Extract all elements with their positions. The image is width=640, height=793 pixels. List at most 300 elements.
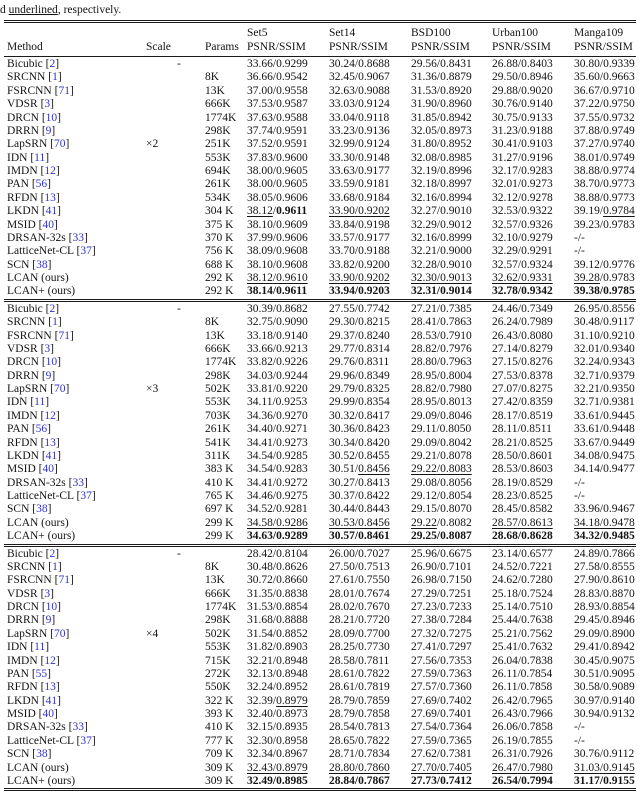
table-row — [4, 463, 636, 476]
scale-cell — [146, 125, 205, 138]
value-separator: / — [599, 383, 604, 395]
psnr-value: 29.77 — [329, 342, 355, 355]
ssim-value: 0.7730 — [358, 641, 390, 654]
citation-link[interactable]: 71 — [58, 574, 70, 587]
method-cell: DRCN [10] — [7, 356, 62, 369]
scale-cell — [146, 71, 205, 84]
ssim-value: 0.8443 — [358, 503, 390, 516]
ssim-value: 0.8456 — [358, 516, 390, 529]
psnr-value: 26.88 — [492, 58, 518, 70]
psnr-ssim-cell-set5 — [247, 655, 329, 668]
psnr-value: 34.08 — [574, 449, 600, 462]
citation-link[interactable]: 37 — [80, 490, 92, 502]
value-separator: / — [272, 436, 277, 449]
psnr-value: 38.10 — [247, 258, 273, 271]
ssim-value: 0.9445 — [603, 409, 635, 422]
ssim-value: 0.9010 — [440, 258, 472, 271]
value-separator: / — [354, 383, 359, 395]
psnr-ssim-cell-set5 — [247, 708, 329, 721]
citation-link[interactable]: 38 — [36, 258, 48, 271]
citation-link[interactable]: 41 — [45, 449, 58, 462]
method-name: VDSR — [7, 342, 38, 355]
value-separator: / — [436, 218, 441, 231]
psnr-ssim-cell-set14 — [329, 272, 411, 285]
psnr-ssim-cell-set14 — [329, 530, 411, 545]
psnr-ssim-cell-bsd100 — [411, 383, 492, 396]
psnr-value: 28.58 — [329, 654, 355, 667]
psnr-value: 32.62 — [492, 272, 518, 284]
value-separator: / — [436, 734, 441, 747]
ssim-value: 0.9605 — [276, 165, 308, 177]
psnr-ssim-cell-urban100 — [492, 588, 574, 601]
ssim-value: 0.8948 — [276, 654, 308, 667]
citation-link[interactable]: 11 — [34, 641, 46, 654]
value-separator: / — [436, 449, 441, 462]
value-separator: / — [517, 734, 522, 747]
psnr-value: 32.71 — [574, 369, 600, 382]
scale-cell — [146, 437, 205, 450]
value-separator: / — [272, 356, 277, 369]
psnr-ssim-cell-manga109 — [574, 748, 636, 761]
scale-cell — [146, 370, 205, 383]
value-separator: / — [599, 272, 604, 284]
psnr-ssim-cell-manga109 — [574, 681, 636, 694]
value-separator: / — [517, 218, 522, 231]
citation-link[interactable]: 56 — [35, 178, 48, 191]
ssim-value: 0.7670 — [358, 601, 390, 613]
citation-link[interactable]: 40 — [42, 218, 54, 231]
citation-link[interactable]: 33 — [72, 721, 85, 734]
psnr-value: 30.76 — [492, 98, 518, 111]
value-separator: / — [354, 84, 359, 97]
method-name: LCAN+ (ours) — [7, 285, 76, 298]
citation-link[interactable]: 11 — [34, 151, 46, 164]
ssim-value: 0.8946 — [603, 614, 635, 627]
method-cell — [4, 762, 146, 775]
value-separator: / — [354, 547, 359, 560]
params-cell — [205, 748, 247, 761]
ssim-value: 0.8888 — [276, 614, 308, 627]
value-separator: / — [599, 191, 604, 204]
citation-link[interactable]: 1 — [52, 316, 58, 329]
psnr-ssim-cell-bsd100 — [411, 708, 492, 721]
psnr-value: 27.23 — [411, 601, 437, 613]
value-separator: / — [354, 218, 359, 231]
value-separator: / — [436, 396, 441, 409]
ssim-value: 0.7513 — [358, 560, 390, 573]
value-separator: / — [436, 231, 441, 244]
value-separator: / — [436, 258, 441, 271]
psnr-value: 32.28 — [411, 258, 437, 271]
psnr-value: 38.00 — [247, 165, 273, 177]
citation-link[interactable]: 10 — [45, 356, 58, 369]
psnr-ssim-cell-urban100 — [492, 681, 574, 694]
value-separator: / — [436, 178, 441, 191]
psnr-value: 27.07 — [492, 383, 518, 395]
psnr-ssim-cell-set5 — [247, 57, 329, 72]
citation-link[interactable]: 41 — [45, 205, 58, 218]
citation-link[interactable]: 37 — [80, 245, 92, 258]
params-cell — [205, 178, 247, 191]
ssim-value: 0.9198 — [358, 218, 390, 231]
citation-link[interactable]: 9 — [45, 369, 52, 382]
scale-cell — [146, 463, 205, 476]
params-value: 298K — [205, 614, 231, 627]
value-separator: / — [517, 627, 522, 640]
ssim-value: 0.9606 — [276, 231, 308, 244]
psnr-ssim-cell-urban100 — [492, 574, 574, 587]
psnr-value: 28.61 — [329, 667, 355, 680]
citation-link[interactable]: 71 — [58, 84, 70, 97]
method-name: DRSAN-32s — [7, 721, 66, 734]
citation-link[interactable]: 40 — [42, 708, 54, 720]
params-value: 410 K — [205, 721, 234, 734]
citation-link[interactable]: 3 — [44, 342, 51, 355]
citation-link[interactable]: 2 — [49, 302, 56, 315]
psnr-value: 31.17 — [574, 774, 600, 787]
ssim-value: 0.7353 — [440, 654, 472, 667]
psnr-ssim-cell-urban100 — [492, 205, 574, 218]
value-separator: / — [517, 641, 522, 654]
scale-cell — [146, 588, 205, 601]
ssim-value: 0.9283 — [521, 165, 553, 177]
citation-link[interactable]: 3 — [44, 587, 51, 600]
value-separator: / — [517, 191, 522, 204]
method-cell: MSID [40] — [7, 218, 58, 231]
citation-link[interactable]: 41 — [45, 694, 58, 707]
value-separator: / — [599, 641, 604, 654]
value-separator: / — [517, 449, 522, 462]
psnr-value: 27.61 — [329, 574, 355, 587]
citation-link[interactable]: 33 — [72, 476, 85, 489]
table-row — [4, 735, 636, 748]
psnr-value: 28.11 — [492, 423, 518, 436]
value-separator: / — [436, 342, 441, 355]
value-separator: / — [272, 560, 277, 573]
psnr-ssim-cell-set5 — [247, 503, 329, 516]
ssim-value: 0.8870 — [603, 587, 635, 600]
psnr-ssim-cell-manga109 — [574, 192, 636, 205]
citation-link[interactable]: 40 — [42, 463, 54, 476]
psnr-ssim-cell-urban100 — [492, 641, 574, 654]
ssim-value: 0.9202 — [358, 205, 390, 218]
psnr-value: 28.01 — [329, 587, 355, 600]
value-separator: / — [272, 681, 277, 694]
psnr-value: 25.41 — [492, 641, 518, 654]
value-separator: / — [354, 329, 359, 342]
ssim-value: 0.8083 — [440, 463, 472, 476]
psnr-value: 27.21 — [411, 302, 437, 315]
value-separator: / — [436, 547, 441, 560]
params-value: 299 K — [205, 530, 234, 543]
psnr-value: 28.53 — [492, 463, 518, 476]
citation-link[interactable]: 13 — [44, 436, 56, 449]
psnr-value: 26.04 — [492, 654, 518, 667]
psnr-ssim-cell-manga109: -/- — [574, 245, 585, 258]
psnr-value: 33.67 — [574, 436, 600, 449]
ssim-value: 0.9591 — [276, 138, 308, 151]
scale-cell — [146, 762, 205, 775]
psnr-value: 30.75 — [492, 111, 518, 124]
psnr-value: 32.24 — [247, 681, 273, 694]
value-separator: / — [272, 396, 276, 409]
citation-link[interactable]: 12 — [44, 165, 56, 177]
psnr-ssim-cell-urban100 — [492, 477, 574, 490]
psnr-ssim-cell-set5 — [247, 178, 329, 191]
method-cell: LatticeNet-CL [37] — [7, 245, 96, 258]
citation-link[interactable]: 70 — [53, 138, 66, 151]
psnr-value: 36.67 — [574, 84, 600, 97]
method-name: LCAN (ours) — [7, 761, 69, 774]
citation-link[interactable]: 3 — [44, 98, 51, 111]
value-separator: / — [517, 58, 522, 70]
value-separator: / — [436, 530, 441, 543]
psnr-value: 32.43 — [247, 761, 273, 774]
value-separator: / — [436, 285, 441, 298]
params-value: 304 K — [205, 205, 234, 218]
value-separator: / — [517, 111, 522, 124]
psnr-value: 28.21 — [492, 436, 518, 449]
psnr-value: 32.19 — [411, 165, 437, 177]
psnr-value: 30.53 — [329, 516, 355, 529]
psnr-value: 26.24 — [492, 316, 518, 329]
value-separator: / — [599, 84, 604, 97]
psnr-ssim-cell-manga109: -/- — [574, 734, 585, 747]
psnr-value: 31.53 — [247, 601, 273, 613]
psnr-value: 27.62 — [411, 748, 437, 761]
ssim-value: 0.8354 — [358, 396, 390, 409]
psnr-value: 37.55 — [574, 111, 600, 124]
ssim-value: 0.8417 — [358, 409, 390, 422]
psnr-ssim-cell-bsd100 — [411, 192, 492, 205]
value-separator: / — [599, 342, 604, 355]
ssim-value: 0.7510 — [521, 601, 553, 613]
ssim-value: 0.9010 — [440, 205, 472, 218]
value-separator: / — [517, 98, 522, 111]
params-cell — [205, 192, 247, 205]
value-separator: / — [517, 396, 522, 409]
ssim-value: 0.8979 — [276, 761, 308, 774]
citation-link[interactable]: 38 — [36, 748, 48, 761]
citation-link[interactable]: 10 — [45, 601, 58, 613]
scale-label: ×3 — [146, 383, 159, 395]
col-header-manga109: Manga109 PSNR/SSIM — [574, 27, 633, 53]
citation-link[interactable]: 1 — [52, 560, 58, 573]
psnr-ssim-cell-bsd100 — [411, 477, 492, 490]
psnr-ssim-cell-bsd100 — [411, 561, 492, 574]
value-separator: / — [354, 601, 359, 613]
psnr-value: 29.96 — [329, 369, 355, 382]
psnr-ssim-cell-set14 — [329, 735, 411, 748]
citation-link[interactable]: 12 — [44, 654, 56, 667]
citation-link[interactable]: 10 — [45, 111, 58, 124]
value-separator: / — [517, 587, 522, 600]
method-cell: DRCN [10] — [7, 601, 62, 613]
psnr-ssim-cell-set5 — [247, 601, 329, 614]
value-separator: / — [436, 601, 441, 613]
psnr-ssim-cell-urban100 — [492, 192, 574, 205]
ssim-value: 0.9124 — [358, 138, 390, 151]
psnr-ssim-cell-bsd100 — [411, 370, 492, 383]
ssim-value: 0.9140 — [603, 694, 635, 707]
psnr-value: 31.80 — [411, 138, 437, 151]
ssim-value: 0.8626 — [276, 560, 308, 573]
method-name: LatticeNet-CL — [7, 245, 74, 258]
psnr-ssim-cell-set14 — [329, 383, 411, 396]
value-separator: / — [599, 71, 604, 84]
ssim-value: 0.9273 — [276, 436, 308, 449]
citation-link[interactable]: 13 — [44, 191, 56, 204]
psnr-ssim-cell-urban100 — [492, 721, 574, 734]
table-row — [4, 641, 636, 654]
psnr-value: 34.36 — [247, 409, 273, 422]
ssim-value: 0.9783 — [603, 272, 635, 284]
params-value: 703K — [205, 409, 231, 422]
citation-link[interactable]: 9 — [45, 614, 52, 627]
psnr-value: 30.80 — [574, 58, 600, 70]
psnr-value: 26.11 — [492, 681, 518, 694]
value-separator: / — [354, 165, 359, 177]
ssim-value: 0.9145 — [603, 761, 635, 774]
citation-link[interactable]: 2 — [49, 58, 56, 70]
citation-link[interactable]: 33 — [72, 231, 85, 244]
params-cell — [205, 775, 247, 790]
psnr-ssim-cell-set5 — [247, 721, 329, 734]
psnr-value: 28.80 — [411, 356, 437, 369]
scale-cell — [146, 490, 205, 503]
method-name: DRRN — [7, 124, 39, 137]
value-separator: / — [354, 503, 359, 516]
ssim-value: 0.7101 — [440, 560, 472, 573]
ssim-value: 0.9299 — [276, 58, 308, 70]
value-separator: / — [517, 342, 522, 355]
value-separator: / — [436, 191, 441, 204]
value-separator: / — [436, 245, 441, 258]
method-cell: SCN [38] — [7, 748, 52, 761]
params-cell — [205, 219, 247, 232]
ssim-value: 0.6675 — [440, 547, 472, 560]
citation-link[interactable]: 70 — [53, 627, 66, 640]
params-value: 251K — [205, 138, 231, 151]
ssim-value: 0.7910 — [440, 329, 472, 342]
psnr-value: 32.17 — [492, 165, 518, 177]
citation-link[interactable]: 38 — [36, 503, 48, 516]
psnr-value: 30.94 — [574, 708, 600, 720]
params-cell — [205, 588, 247, 601]
value-separator: / — [354, 111, 359, 124]
citation-link[interactable]: 55 — [35, 667, 48, 680]
table-row — [4, 245, 636, 258]
value-separator: / — [272, 748, 277, 761]
params-cell — [205, 259, 247, 272]
psnr-value: 33.90 — [329, 272, 355, 284]
psnr-ssim-cell-bsd100 — [411, 668, 492, 681]
citation-link[interactable]: 71 — [58, 329, 70, 342]
ssim-value: 0.9279 — [521, 231, 553, 244]
method-cell: LapSRN [70] — [7, 627, 70, 640]
psnr-value: 26.43 — [492, 329, 518, 342]
value-separator: / — [354, 245, 359, 258]
psnr-value: 33.66 — [247, 58, 273, 70]
value-separator: / — [436, 560, 441, 573]
table-row — [4, 721, 636, 734]
ssim-value: 0.7858 — [358, 708, 390, 720]
ssim-value: 0.8555 — [603, 560, 635, 573]
psnr-value: 30.48 — [247, 560, 273, 573]
params-value: 393 K — [205, 708, 234, 720]
psnr-ssim-cell-bsd100 — [411, 437, 492, 450]
value-separator: / — [599, 574, 604, 587]
psnr-ssim-cell-urban100 — [492, 490, 574, 503]
value-separator: / — [517, 258, 522, 271]
ssim-value: 0.9542 — [276, 71, 308, 84]
psnr-ssim-cell-manga109 — [574, 614, 636, 627]
scale-cell — [146, 545, 205, 561]
value-separator: / — [354, 721, 359, 734]
ssim-value: 0.9663 — [603, 71, 635, 84]
value-separator: / — [354, 587, 359, 600]
value-separator: / — [354, 396, 359, 409]
value-separator: / — [517, 654, 522, 667]
scale-cell — [146, 343, 205, 356]
params-cell — [205, 98, 247, 111]
ssim-value: 0.9340 — [603, 342, 635, 355]
citation-link[interactable]: 13 — [44, 681, 56, 694]
psnr-ssim-cell-manga109 — [574, 762, 636, 775]
ssim-value: 0.7720 — [358, 614, 390, 627]
citation-link[interactable]: 37 — [80, 734, 92, 747]
citation-link[interactable]: 1 — [52, 71, 58, 84]
psnr-value: 33.90 — [329, 205, 355, 218]
psnr-value: 29.88 — [492, 84, 518, 97]
citation-link[interactable]: 11 — [34, 396, 46, 409]
value-separator: / — [599, 165, 604, 177]
ssim-value: 0.7402 — [440, 694, 472, 707]
citation-link[interactable]: 56 — [35, 423, 48, 436]
psnr-value: 30.34 — [329, 436, 355, 449]
params-value: 410 K — [205, 476, 234, 489]
psnr-value: 28.57 — [492, 516, 518, 529]
citation-link[interactable]: 9 — [45, 124, 52, 137]
psnr-ssim-cell-manga109 — [574, 641, 636, 654]
value-separator: / — [517, 138, 522, 151]
value-separator: / — [272, 734, 277, 747]
psnr-ssim-cell-bsd100 — [411, 85, 492, 98]
psnr-ssim-cell-bsd100 — [411, 245, 492, 258]
citation-link[interactable]: 2 — [49, 547, 56, 560]
citation-link[interactable]: 12 — [44, 409, 56, 422]
scale-cell — [146, 259, 205, 272]
scale-cell — [146, 85, 205, 98]
ssim-value: 0.8556 — [603, 302, 635, 315]
ssim-value: 0.7858 — [521, 721, 553, 734]
psnr-ssim-cell-bsd100 — [411, 219, 492, 232]
value-separator: / — [436, 503, 441, 516]
citation-link[interactable]: 70 — [53, 383, 66, 395]
psnr-value: 37.27 — [574, 138, 600, 151]
ssim-value: 0.7275 — [440, 627, 472, 640]
psnr-value: 37.83 — [247, 151, 273, 164]
psnr-value: 27.42 — [492, 396, 518, 409]
ssim-value: 0.9342 — [521, 285, 553, 298]
value-separator: / — [599, 218, 604, 231]
value-separator: / — [517, 694, 522, 707]
scale-cell — [146, 330, 205, 343]
psnr-ssim-cell-set14 — [329, 477, 411, 490]
value-separator: / — [436, 748, 441, 761]
ssim-value: 0.8920 — [440, 84, 472, 97]
psnr-value: 30.52 — [329, 449, 355, 462]
